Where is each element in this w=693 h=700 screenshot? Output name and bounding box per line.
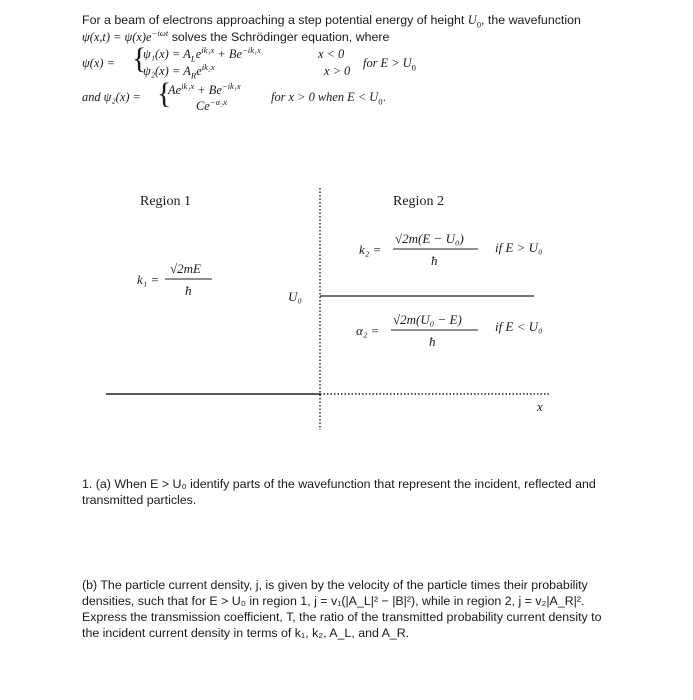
- cond-e-lt-text: for x > 0 when E < U: [271, 90, 379, 104]
- psi1-sub: L: [190, 53, 196, 64]
- k1-denominator: ħ: [185, 283, 192, 298]
- a2-condition: if E < U₀: [495, 319, 543, 334]
- and-psi2-lhs: and ψ₂(x) =: [82, 90, 141, 104]
- alt-row-1-a: Ae: [168, 83, 182, 97]
- region-1-label: Region 1: [140, 194, 191, 209]
- psi1-plus: + Be: [214, 47, 242, 61]
- psi2-sub: R: [190, 70, 197, 81]
- k2-condition: if E > U₀: [495, 240, 543, 255]
- psi-lhs: ψ(x) =: [82, 56, 115, 70]
- k1-numerator: √2mE: [170, 261, 201, 276]
- cond-e-lt-end: .: [382, 90, 387, 104]
- cond-e-gt-sub: 0: [411, 62, 416, 73]
- psi2-e: e: [196, 64, 202, 78]
- psi2-lhs: ψ₂(x) = A: [143, 64, 191, 78]
- a2-lhs: α₂ =: [356, 323, 380, 338]
- a2-numerator: √2m(U₀ − E): [393, 312, 462, 327]
- intro-line-2-text: solves the Schrödinger equation, where: [168, 30, 390, 44]
- u0-symbol: U: [467, 13, 477, 27]
- u0-step-label: U₀: [288, 289, 302, 304]
- k2-lhs: k₂ =: [359, 242, 382, 257]
- k1-lhs: k₁ =: [137, 272, 160, 287]
- psi1-e: e: [195, 47, 202, 61]
- psi-xt-expression: ψ(x,t) = ψ(x)e: [82, 30, 152, 44]
- k2-numerator: √2m(E − U₀): [395, 231, 464, 246]
- psi2-condition: x > 0: [324, 64, 351, 78]
- cond-e-lt-sub: 0: [378, 96, 383, 107]
- u0-subscript: 0: [476, 19, 482, 30]
- psi1-exp2: −ik₁x: [241, 44, 261, 55]
- alt-row-1-b: + Be: [194, 83, 222, 97]
- alt-row-2-exp: −α₂x: [209, 96, 228, 107]
- question-1b: (b) The particle current density, j, is given by the velocity of the particle times their probability densities, such that for E > U₀ in region 1, j = v₁(|A_L|² − |B|²), while in region 2, j = v₂|A_R|². Express the transmission coefficient, T, the ratio of the transmitted probability current density to the incident current density in terms of k₁, k₂, A_L, and A_R.: [82, 578, 602, 640]
- psi1-condition: x < 0: [318, 47, 345, 61]
- psi-xt-exponent: −iωt: [151, 27, 169, 38]
- psi1-lhs: ψ₁(x) = A: [143, 47, 191, 61]
- question-1a: 1. (a) When E > U₀ identify parts of the wavefunction that represent the incident, reflected and transmitted particles.: [82, 477, 596, 507]
- cond-e-gt-text: for E > U: [363, 56, 412, 70]
- intro-line-1-b: , the wavefunction: [481, 13, 581, 27]
- region-2-label: Region 2: [393, 194, 444, 209]
- alt-row-2-a: Ce: [196, 99, 210, 113]
- k2-denominator: ħ: [431, 253, 438, 268]
- alt-brace: {: [157, 77, 172, 110]
- psi1-exp1: ik₁x: [201, 44, 215, 55]
- intro-line-1-a: For a beam of electrons approaching a step potential energy of height: [82, 13, 468, 27]
- psi-brace: {: [132, 42, 147, 75]
- alt-row-1-exp1: ik₁x: [181, 80, 195, 91]
- x-axis-label: x: [537, 399, 543, 414]
- psi2-exp: ik₂x: [201, 61, 215, 72]
- alt-row-1-exp2: −ik₁x: [221, 80, 241, 91]
- a2-denominator: ħ: [429, 334, 436, 349]
